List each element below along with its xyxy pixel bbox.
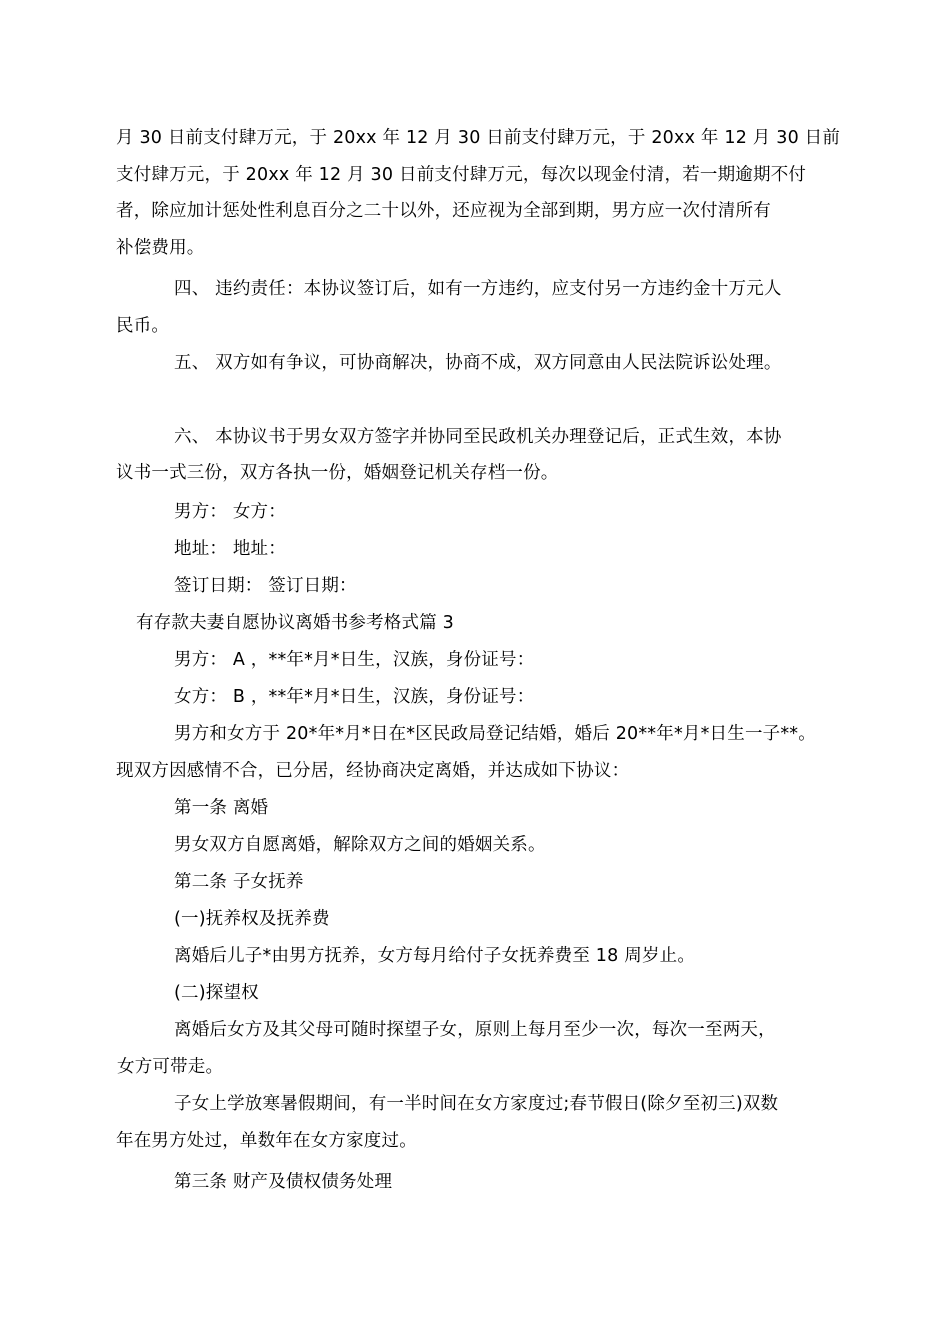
signature-address-line: 地址： 地址： — [174, 539, 286, 559]
paragraph-line: 子女上学放寒暑假期间，有一半时间在女方家度过;春节假日(除夕至初三)双数 — [174, 1094, 779, 1114]
clause-five-line: 五、 双方如有争议，可协商解决，协商不成，双方同意由人民法院诉讼处理。 — [174, 353, 782, 373]
article-heading: 第一条 离婚 — [174, 798, 269, 818]
paragraph-line: 男女双方自愿离婚，解除双方之间的婚姻关系。 — [174, 835, 546, 855]
paragraph-line: 离婚后儿子*由男方抚养，女方每月给付子女抚养费至 18 周岁止。 — [174, 946, 696, 966]
subsection-heading: (二)探望权 — [174, 983, 259, 1003]
article-heading: 第二条 子女抚养 — [174, 872, 304, 892]
party-female-line: 女方： B ，**年*月*日生，汉族，身份证号： — [174, 687, 535, 707]
paragraph-line: 者，除应加计惩处性利息百分之二十以外，还应视为全部到期，男方应一次付清所有 — [116, 201, 771, 221]
paragraph-line: 女方可带走。 — [117, 1057, 224, 1077]
clause-four-line: 四、 违约责任：本协议签订后，如有一方违约，应支付另一方违约金十万元人 — [174, 279, 782, 299]
clause-six-line: 六、 本协议书于男女双方签字并协同至民政机关办理登记后，正式生效，本协 — [174, 427, 782, 447]
paragraph-line: 月 30 日前支付肆万元，于 20xx 年 12 月 30 日前支付肆万元，于 20xx 年 12 月 30 日前 — [116, 128, 841, 148]
paragraph-line: 年在男方处过，单数年在女方家度过。 — [116, 1131, 417, 1151]
clause-six-line: 议书一式三份，双方各执一份，婚姻登记机关存档一份。 — [116, 463, 559, 483]
paragraph-line: 现双方因感情不合，已分居，经协商决定离婚，并达成如下协议： — [116, 761, 630, 781]
article-heading: 第三条 财产及债权债务处理 — [174, 1172, 393, 1192]
clause-four-line: 民币。 — [116, 316, 170, 336]
signature-party-line: 男方： 女方： — [174, 502, 286, 522]
subsection-heading: (一)抚养权及抚养费 — [174, 909, 330, 929]
paragraph-line: 男方和女方于 20*年*月*日在*区民政局登记结婚，婚后 20**年*月*日生一子**。 — [174, 724, 816, 744]
signature-date-line: 签订日期： 签订日期： — [174, 576, 357, 596]
section-title: 有存款夫妻自愿协议离婚书参考格式篇 3 — [136, 613, 454, 633]
paragraph-line: 补偿费用。 — [116, 238, 205, 258]
paragraph-line: 支付肆万元，于 20xx 年 12 月 30 日前支付肆万元，每次以现金付清，若一期逾期不付 — [116, 165, 807, 185]
paragraph-line: 离婚后女方及其父母可随时探望子女，原则上每月至少一次，每次一至两天， — [174, 1020, 776, 1040]
party-male-line: 男方： A ，**年*月*日生，汉族，身份证号： — [174, 650, 535, 670]
